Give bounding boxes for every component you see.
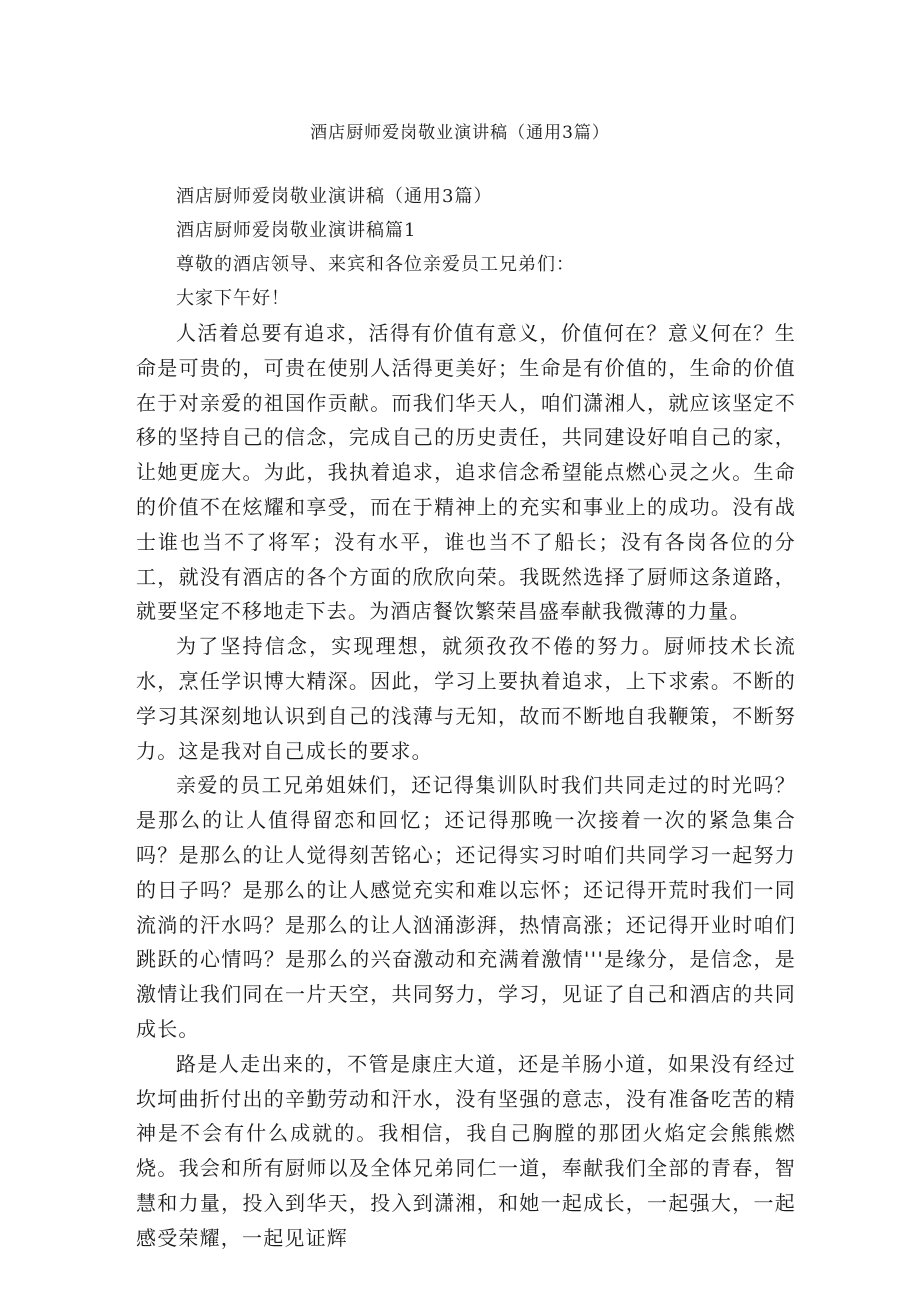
body-paragraph-4: 路是人走出来的，不管是康庄大道，还是羊肠小道，如果没有经过坎坷曲折付出的辛勤劳动和汗水，没有坚强的意志，没有准备吃苦的精神是不会有什么成就的。我相信，我自己胸膛的那团火焰定会熊熊燃烧。我会和所有厨师以及全体兄弟同仁一道，奉献我们全部的青春，智慧和力量，投入到华天，投入到潇湘，和她一起成长，一起强大，一起感受荣耀，一起见证辉 <box>136 1051 796 1250</box>
salutation: 尊敬的酒店领导、来宾和各位亲爱员工兄弟们： <box>176 254 575 275</box>
document-title: 酒店厨师爱岗敬业演讲稿（通用3篇） <box>310 123 610 143</box>
greeting: 大家下午好！ <box>176 288 290 309</box>
body-paragraph-1: 人活着总要有追求，活得有价值有意义，价值何在？意义何在？生命是可贵的，可贵在使别人活得更美好；生命是有价值的，生命的价值在于对亲爱的祖国作贡献。而我们华天人，咱们潇湘人，就应该坚定不移的坚持自己的信念，完成自己的历史责任，共同建设好咱自己的家，让她更庞大。为此，我执着追求，追求信念希望能点燃心灵之火。生命的价值不在炫耀和享受，而在于精神上的充实和事业上的成功。没有战士谁也当不了将军；没有水平，谁也当不了船长；没有各岗各位的分工，就没有酒店的各个方面的欣欣向荣。我既然选择了厨师这条道路，就要坚定不移地走下去。为酒店餐饮繁荣昌盛奉献我微薄的力量。 <box>136 321 796 624</box>
body-paragraph-3: 亲爱的员工兄弟姐妹们，还记得集训队时我们共同走过的时光吗？是那么的让人值得留恋和回忆；还记得那晚一次接着一次的紧急集合吗？是那么的让人觉得刻苦铭心；还记得实习时咱们共同学习一起努力的日子吗？是那么的让人感觉充实和难以忘怀；还记得开荒时我们一同流淌的汗水吗？是那么的让人汹涌澎湃，热情高涨；还记得开业时咱们跳跃的心情吗？是那么的兴奋激动和充满着激情'''是缘分，是信念，是激情让我们同在一片天空，共同努力，学习，见证了自己和酒店的共同成长。 <box>136 773 796 1041</box>
section-heading: 酒店厨师爱岗敬业演讲稿篇1 <box>176 220 417 241</box>
body-paragraph-2: 为了坚持信念，实现理想，就须孜孜不倦的努力。厨师技术长流水，烹任学识博大精深。因此，学习上要执着追求，上下求索。不断的学习其深刻地认识到自己的浅薄与无知，故而不断地自我鞭策，不断努力。这是我对自己成长的要求。 <box>136 634 796 763</box>
subtitle-line: 酒店厨师爱岗敬业演讲稿（通用3篇） <box>176 186 493 207</box>
document-body <box>136 180 796 1256</box>
